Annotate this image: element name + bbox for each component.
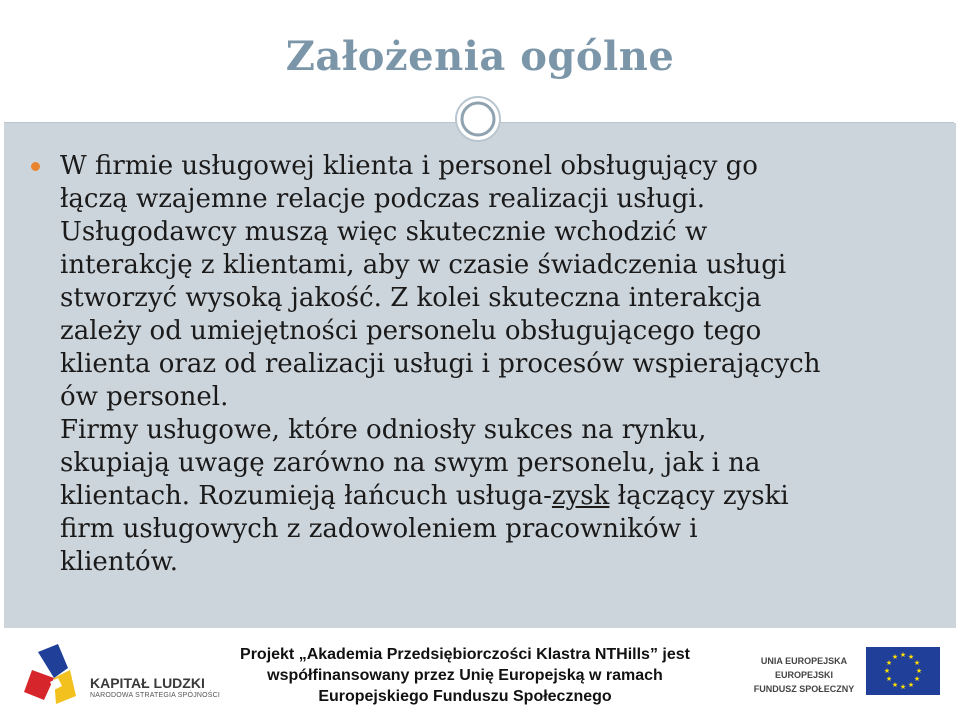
text-line: łączą wzajemne relacje podczas realizacji usługi. [60,184,705,214]
zysk-link[interactable]: zysk [551,481,610,511]
bullet-icon [31,162,40,171]
text-line: zależy od umiejętności personelu obsługującego tego [60,316,762,346]
slide-title: Założenia ogólne [285,33,675,80]
svg-text:★: ★ [891,681,899,689]
footer-line: Projekt „Akademia Przedsiębiorczości Klastra NTHills” jest [240,646,690,663]
ring-ornament-icon [454,95,502,143]
eu-fund-text [748,654,860,696]
svg-text:★: ★ [907,653,915,661]
svg-text:★: ★ [885,659,893,667]
svg-text:★: ★ [907,681,915,689]
eu-line: FUNDUSZ SPOŁECZNY [753,684,855,694]
text-span: łączący zyski [609,481,789,511]
text-line: interakcję z klientami, aby w czasie świadczenia usługi [60,250,787,280]
text-line: skupiają uwagę zarówno na swym personelu, jak i na [60,448,761,478]
svg-text:★: ★ [885,675,893,683]
svg-text:★: ★ [899,651,907,659]
svg-text:★: ★ [913,659,921,667]
eu-line: EUROPEJSKI [774,670,834,680]
svg-text:★: ★ [891,653,899,661]
text-line: firm usługowych z zadowoleniem pracowników i [60,514,698,544]
svg-text:★: ★ [883,667,891,675]
text-line: stworzyć wysoką jakość. Z kolei skuteczna interakcja [60,283,762,313]
text-line: W firmie usługowej klienta i personel obsługujący go [60,151,758,181]
svg-text:★: ★ [915,667,923,675]
footer-line: współfinansowany przez Unię Europejską w ramach [267,667,663,684]
footer [0,630,960,724]
text-line: ów personel. [60,382,229,412]
text-line: Usługodawcy muszą więc skutecznie wchodzić w [60,217,708,247]
text-span: klientach. Rozumieją łańcuch usługa- [60,481,552,511]
kapital-ludzki-subtitle: NARODOWA STRATEGIA SPÓJNOŚCI [90,692,221,699]
bullet-text [60,150,940,579]
text-line: klienta oraz od realizacji usługi i procesów wspierających [60,349,821,379]
eu-flag-icon [866,647,940,695]
text-line-with-link [60,480,940,513]
eu-line: UNIA EUROPEJSKA [760,656,848,666]
footer-line: Europejskiego Funduszu Społecznego [318,688,612,705]
kapital-ludzki-logo [10,638,221,718]
kapital-ludzki-name: KAPITAŁ LUDZKI [90,675,205,691]
svg-text:★: ★ [913,675,921,683]
project-funding-text [225,644,705,707]
text-line: Firmy usługowe, które odniosły sukces na rynku, [60,415,707,445]
text-line: klientów. [60,547,179,577]
svg-text:★: ★ [899,683,907,691]
